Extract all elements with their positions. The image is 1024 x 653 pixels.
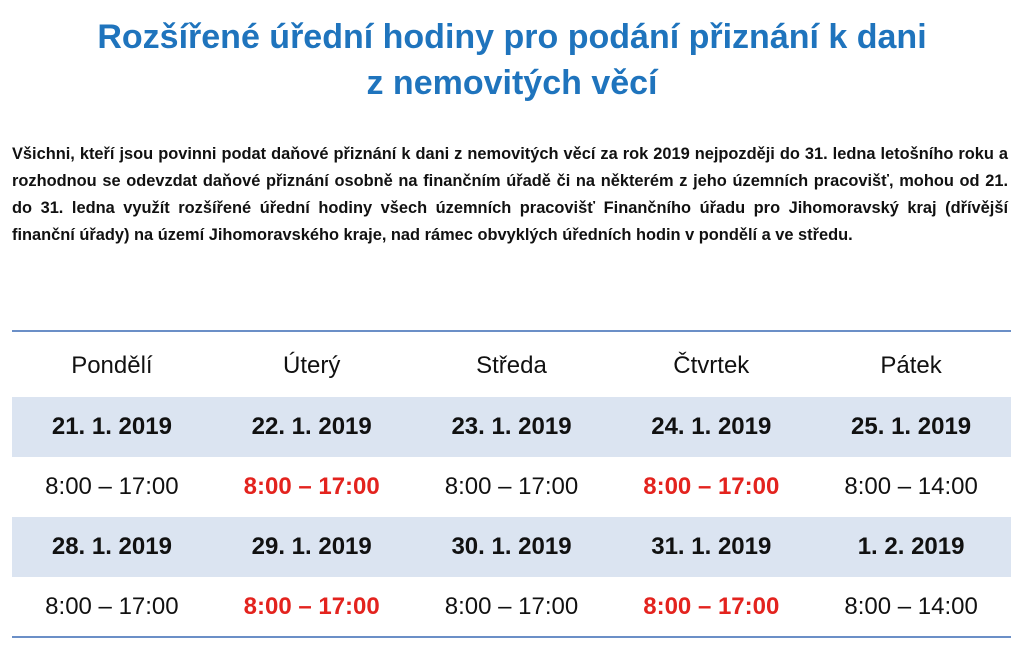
hours-cell: 8:00 – 17:00 — [444, 592, 579, 620]
hours-cell: 8:00 – 17:00 — [45, 592, 179, 620]
hours-cell-extended: 8:00 – 17:00 — [643, 592, 780, 620]
week-1-hours-row — [12, 457, 1011, 517]
hours-cell-extended: 8:00 – 17:00 — [243, 473, 380, 500]
office-hours-table — [12, 330, 1011, 638]
title-line-1: Rozšířené úřední hodiny pro podání přiznání k dani — [97, 18, 927, 56]
date-cell: 28. 1. 2019 — [51, 533, 172, 560]
hours-cell-extended: 8:00 – 17:00 — [243, 592, 380, 620]
week-2-hours-row — [12, 577, 1011, 637]
weekday-thursday: Čtvrtek — [673, 351, 750, 379]
date-cell: 21. 1. 2019 — [51, 413, 172, 440]
weekday-tuesday: Úterý — [283, 351, 341, 379]
title-line-2: z nemovitých věcí — [366, 64, 658, 102]
intro-paragraph: Všichni, kteří jsou povinni podat daňové přiznání k dani z nemovitých věcí za rok 2019 nejpozději do 31. ledna letošního roku a rozhodnou se odevzdat daňové přiznání osobně na finančním úřadě či na některém z jeho územních pracovišť, mohou od 21. do 31. ledna využít rozšířené úřední hodiny všech územních pracovišť Finančního úřadu pro Jihomoravský kraj (dřívější finanční úřady) na území Jihomoravského kraje, nad rámec obvyklých úředních hodin v pondělí a ve středu. — [12, 145, 1008, 244]
weekday-friday: Pátek — [880, 351, 942, 379]
date-cell: 30. 1. 2019 — [451, 533, 572, 560]
week-1-dates-row — [12, 397, 1011, 457]
hours-cell-extended: 8:00 – 17:00 — [643, 473, 780, 500]
hours-cell: 8:00 – 17:00 — [45, 473, 179, 500]
hours-cell: 8:00 – 17:00 — [444, 473, 579, 500]
weekday-monday: Pondělí — [71, 351, 153, 379]
hours-cell: 8:00 – 14:00 — [844, 592, 978, 620]
date-cell: 24. 1. 2019 — [651, 413, 772, 440]
date-cell: 1. 2. 2019 — [857, 533, 965, 560]
date-cell: 25. 1. 2019 — [851, 413, 972, 440]
date-cell: 29. 1. 2019 — [251, 533, 372, 560]
weekday-wednesday: Středa — [476, 351, 547, 379]
weekday-header-row — [12, 331, 1011, 397]
hours-cell: 8:00 – 14:00 — [844, 473, 978, 500]
date-cell: 22. 1. 2019 — [251, 413, 372, 440]
page-title — [0, 14, 1024, 106]
date-cell: 23. 1. 2019 — [451, 413, 572, 440]
date-cell: 31. 1. 2019 — [651, 533, 772, 560]
week-2-dates-row — [12, 517, 1011, 577]
